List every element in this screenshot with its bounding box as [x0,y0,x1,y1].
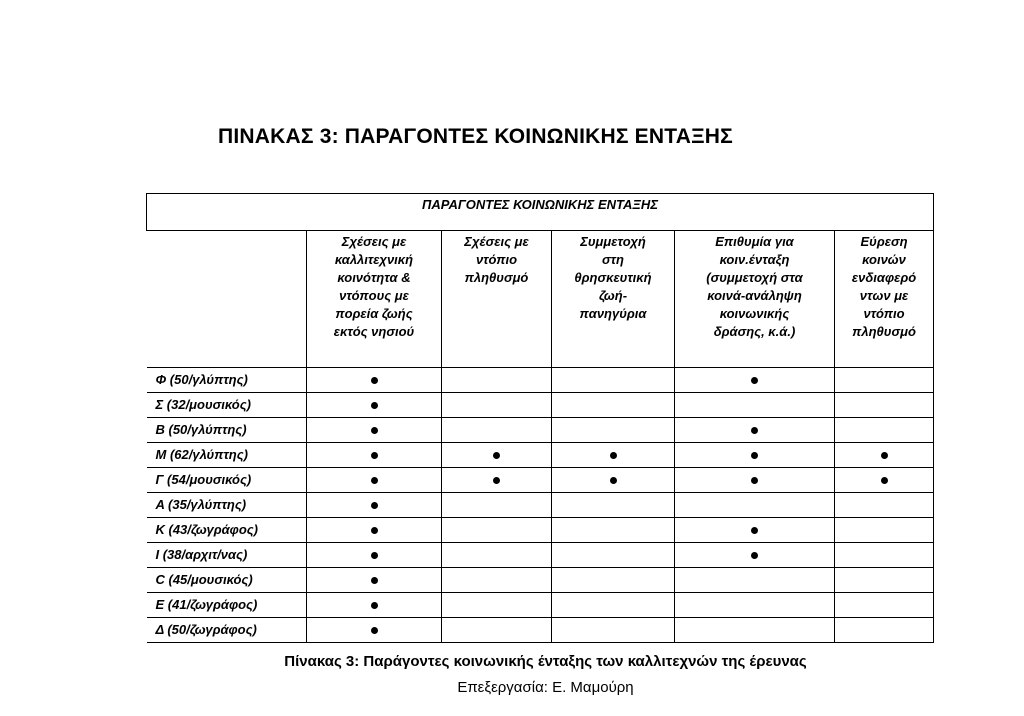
table-cell [442,618,552,643]
table-cell [307,368,442,393]
table-title-row [147,194,934,231]
row-label: Μ (62/γλύπτης) [147,443,307,468]
table-cell [442,568,552,593]
table-cell [307,618,442,643]
bullet-mark-icon [751,477,758,484]
table-cell [675,368,835,393]
table-row [147,618,934,643]
column-header-5 [835,231,934,368]
row-label: Φ (50/γλύπτης) [147,368,307,393]
row-label: Ι (38/αρχιτ/νας) [147,543,307,568]
table-row [147,493,934,518]
row-label: Δ (50/ζωγράφος) [147,618,307,643]
table-cell [835,443,934,468]
table-cell [552,568,675,593]
table-cell [552,593,675,618]
table-cell [552,493,675,518]
table-cell [835,568,934,593]
table-cell [835,518,934,543]
row-label: C (45/μουσικός) [147,568,307,593]
table-cell [442,393,552,418]
factors-table-container [146,193,933,643]
column-header-1 [307,231,442,368]
bullet-mark-icon [371,427,378,434]
table-cell [442,518,552,543]
column-header-label: Επιθυμία για κοιν.ένταξη (συμμετοχή στα κοινά-ανάληψη κοινωνικής δράσης, κ.ά.) [706,234,803,339]
table-row [147,518,934,543]
column-header-row [147,231,934,368]
table-cell [307,468,442,493]
table-cell [675,418,835,443]
bullet-mark-icon [751,377,758,384]
table-cell [442,468,552,493]
table-credit: Επεξεργασία: Ε. Μαμούρη [457,679,634,696]
row-label: Γ (54/μουσικός) [147,468,307,493]
table-cell [835,393,934,418]
table-cell [307,393,442,418]
row-label: Α (35/γλύπτης) [147,493,307,518]
table-cell [675,543,835,568]
table-cell [835,618,934,643]
column-header-label: Σχέσεις με ντόπιο πληθυσμό [464,234,529,285]
table-row [147,368,934,393]
table-cell [675,518,835,543]
table-cell [307,493,442,518]
bullet-mark-icon [371,577,378,584]
row-label-header [147,231,307,368]
table-title: ΠΑΡΑΓΟΝΤΕΣ ΚΟΙΝΩΝΙΚΗΣ ΕΝΤΑΞΗΣ [147,194,934,231]
bullet-mark-icon [881,452,888,459]
table-cell [675,393,835,418]
table-cell [552,618,675,643]
bullet-mark-icon [371,477,378,484]
bullet-mark-icon [371,552,378,559]
table-row [147,593,934,618]
bullet-mark-icon [371,502,378,509]
table-cell [835,368,934,393]
table-cell [675,568,835,593]
bullet-mark-icon [881,477,888,484]
table-row [147,393,934,418]
bullet-mark-icon [371,377,378,384]
table-cell [442,443,552,468]
bullet-mark-icon [751,552,758,559]
table-cell [552,368,675,393]
table-cell [307,443,442,468]
row-label: Κ (43/ζωγράφος) [147,518,307,543]
bullet-mark-icon [751,427,758,434]
table-row [147,568,934,593]
table-cell [675,618,835,643]
bullet-mark-icon [751,452,758,459]
table-row [147,543,934,568]
table-cell [442,543,552,568]
table-cell [442,493,552,518]
column-header-2 [442,231,552,368]
bullet-mark-icon [493,477,500,484]
table-cell [835,593,934,618]
page-title: ΠΙΝΑΚΑΣ 3: ΠΑΡΑΓΟΝΤΕΣ ΚΟΙΝΩΝΙΚΗΣ ΕΝΤΑΞΗΣ [218,125,733,148]
table-cell [835,493,934,518]
table-cell [675,493,835,518]
table-cell [675,443,835,468]
table-cell [442,418,552,443]
table-row [147,443,934,468]
row-label: Σ (32/μουσικός) [147,393,307,418]
bullet-mark-icon [610,477,617,484]
column-header-4 [675,231,835,368]
table-cell [552,468,675,493]
table-cell [307,593,442,618]
table-cell [835,468,934,493]
bullet-mark-icon [610,452,617,459]
row-label: Ε (41/ζωγράφος) [147,593,307,618]
table-cell [307,418,442,443]
table-caption: Πίνακας 3: Παράγοντες κοινωνικής ένταξης των καλλιτεχνών της έρευνας [284,653,807,670]
column-header-3 [552,231,675,368]
table-cell [835,418,934,443]
table-cell [442,593,552,618]
bullet-mark-icon [371,602,378,609]
row-label: Β (50/γλύπτης) [147,418,307,443]
social-integration-factors-table [146,193,934,643]
table-row [147,468,934,493]
table-cell [835,543,934,568]
column-header-label: Εύρεση κοινών ενδιαφερό ντων με ντόπιο πληθυσμό [851,234,917,339]
bullet-mark-icon [493,452,500,459]
table-cell [675,468,835,493]
table-row [147,418,934,443]
table-cell [552,543,675,568]
table-cell [442,368,552,393]
bullet-mark-icon [751,527,758,534]
table-cell [552,418,675,443]
column-header-label: Σχέσεις με καλλιτεχνική κοινότητα & ντόπους με πορεία ζωής εκτός νησιού [333,234,415,339]
table-cell [307,543,442,568]
table-cell [552,443,675,468]
table-cell [307,568,442,593]
bullet-mark-icon [371,627,378,634]
column-header-label: Συμμετοχή στη θρησκευτική ζωή- πανηγύρια [574,234,652,321]
bullet-mark-icon [371,452,378,459]
bullet-mark-icon [371,402,378,409]
bullet-mark-icon [371,527,378,534]
table-cell [675,593,835,618]
table-cell [552,518,675,543]
table-cell [307,518,442,543]
table-cell [552,393,675,418]
